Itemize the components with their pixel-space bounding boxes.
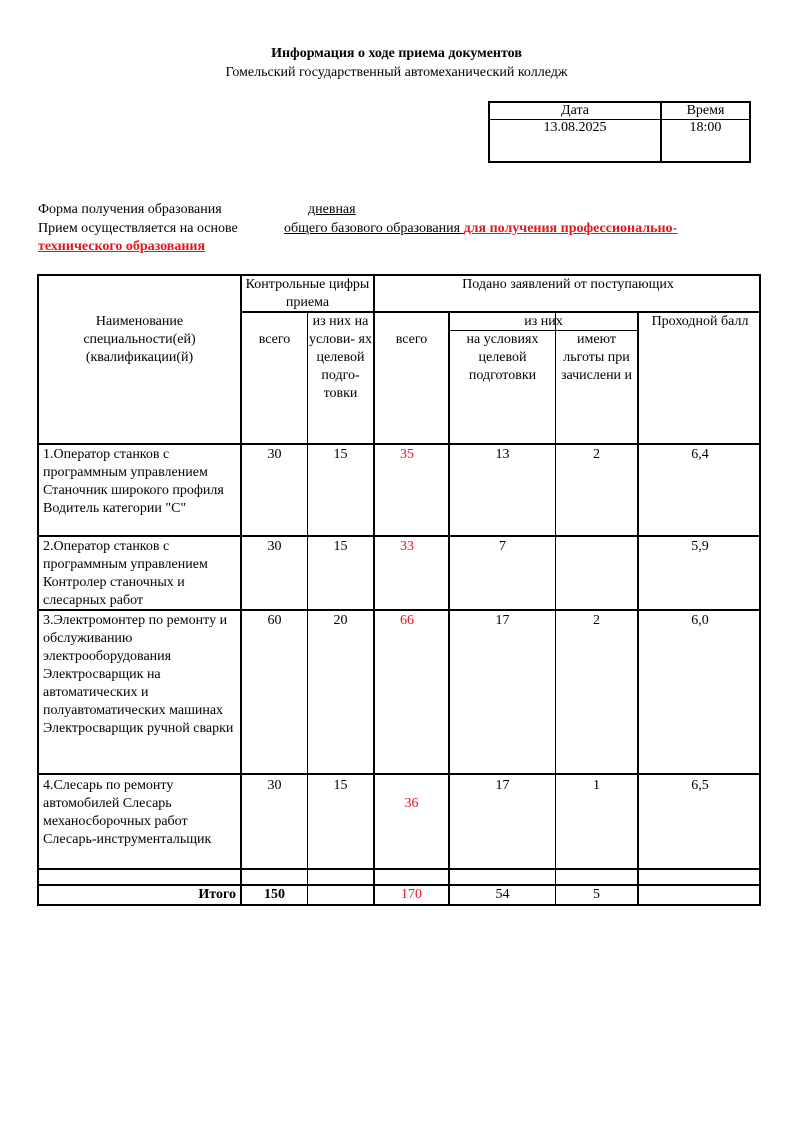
row-1-benefits: 2 bbox=[593, 447, 600, 462]
admission-table bbox=[37, 274, 761, 906]
header-applied: Подано заявлений от поступающих bbox=[462, 277, 674, 292]
college-name: Гомельский государственный автомеханический колледж bbox=[225, 65, 568, 80]
header-control-target: из них на услови- ях целевой подго- товки bbox=[309, 314, 372, 401]
row-3-control-total: 60 bbox=[267, 613, 282, 628]
row-2-control-total: 30 bbox=[267, 539, 282, 554]
row-4-benefits: 1 bbox=[593, 778, 600, 793]
row-3-applied-target: 17 bbox=[495, 613, 510, 628]
row-3-applied-total: 66 bbox=[400, 613, 414, 628]
row-1-name: 1.Оператор станков с программным управлением Станочник широкого профиля Водитель категории "С" bbox=[43, 447, 224, 516]
header-benefits: имеют льготы при зачислени и bbox=[560, 332, 633, 383]
basis-label: Прием осуществляется на основе bbox=[38, 221, 238, 236]
row-3-name: 3.Электромонтер по ремонту и обслуживанию электрооборудования Электросварщик на автоматических и полуавтоматических машинах Электросварщик ручной сварки bbox=[43, 613, 234, 736]
datetime-box bbox=[488, 101, 751, 163]
row-1-applied-total: 35 bbox=[400, 447, 414, 462]
row-1-passing: 6,4 bbox=[691, 447, 709, 462]
header-applied-total: всего bbox=[395, 332, 428, 347]
row-4-control-target: 15 bbox=[333, 778, 348, 793]
row-4-applied-target: 17 bbox=[495, 778, 510, 793]
basis-value bbox=[284, 221, 677, 237]
date-label: Дата bbox=[561, 103, 589, 118]
header-passing: Проходной балл bbox=[651, 314, 749, 329]
row-3-passing: 6,0 bbox=[691, 613, 709, 628]
row-3-control-target: 20 bbox=[333, 613, 348, 628]
row-1-control-target: 15 bbox=[333, 447, 348, 462]
row-4-control-total: 30 bbox=[267, 778, 282, 793]
header-control-total: всего bbox=[258, 332, 291, 347]
row-2-passing: 5,9 bbox=[691, 539, 709, 554]
row-2-name: 2.Оператор станков с программным управлением Контролер станочных и слесарных работ bbox=[43, 539, 208, 608]
row-4-passing: 6,5 bbox=[691, 778, 709, 793]
time-label: Время bbox=[686, 103, 725, 118]
education-form-value: дневная bbox=[308, 202, 356, 217]
row-2-applied-target: 7 bbox=[499, 539, 506, 554]
basis-value-text: общего базового образования bbox=[284, 221, 461, 236]
total-applied-target: 54 bbox=[495, 887, 510, 902]
row-1-applied-target: 13 bbox=[495, 447, 510, 462]
row-2-control-target: 15 bbox=[333, 539, 348, 554]
header-applied-target: на условиях целевой подготовки bbox=[466, 332, 539, 383]
basis-red-text-1: для получения профессионально- bbox=[463, 221, 678, 236]
total-applied-total: 170 bbox=[401, 887, 422, 902]
date-value: 13.08.2025 bbox=[543, 120, 607, 135]
row-1-control-total: 30 bbox=[267, 447, 282, 462]
total-control-total: 150 bbox=[264, 887, 285, 902]
row-4-applied-total: 36 bbox=[404, 796, 419, 811]
total-label: Итого bbox=[198, 887, 236, 902]
header-of-them: из них bbox=[524, 314, 563, 329]
time-value: 18:00 bbox=[689, 120, 722, 135]
education-form-label: Форма получения образования bbox=[38, 202, 222, 217]
header-name: Наименование специальности(ей) (квалификации(й) bbox=[83, 314, 196, 365]
basis-red-text-2: технического образования bbox=[38, 239, 206, 254]
row-4-name: 4.Слесарь по ремонту автомобилей Слесарь механосборочных работ Слесарь-инструментальщик bbox=[43, 778, 212, 847]
header-control: Контрольные цифры приема bbox=[245, 277, 370, 310]
page-title: Информация о ходе приема документов bbox=[271, 46, 522, 61]
row-3-benefits: 2 bbox=[593, 613, 600, 628]
total-benefits: 5 bbox=[593, 887, 600, 902]
row-2-applied-total: 33 bbox=[400, 539, 414, 554]
